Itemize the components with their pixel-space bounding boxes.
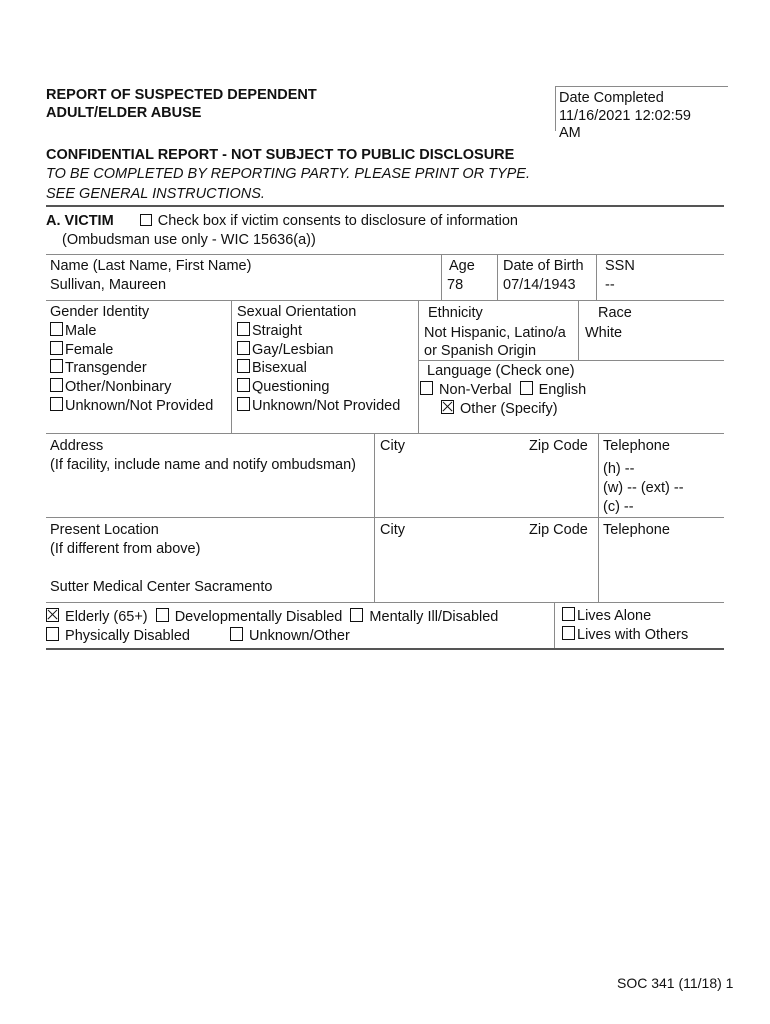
dob-label: Date of Birth bbox=[503, 258, 584, 274]
grid-line bbox=[46, 300, 724, 301]
language-nonverbal-checkbox[interactable] bbox=[420, 381, 433, 395]
gender-option-label: Male bbox=[65, 323, 97, 339]
category-row-1 bbox=[46, 608, 498, 625]
language-nonverbal-label: Non-Verbal bbox=[439, 382, 512, 398]
age-value[interactable]: 78 bbox=[447, 277, 464, 293]
age-label: Age bbox=[449, 258, 475, 274]
grid-line bbox=[46, 517, 724, 518]
unknown-checkbox[interactable] bbox=[230, 627, 243, 641]
gender-option-female[interactable] bbox=[50, 341, 113, 358]
section-bottom-border bbox=[46, 648, 724, 650]
checkbox-icon[interactable] bbox=[50, 341, 63, 355]
gender-option-label: Female bbox=[65, 342, 114, 358]
grid-line bbox=[554, 602, 555, 649]
form-title-line2: ADULT/ELDER ABUSE bbox=[46, 105, 202, 121]
category-row-2 bbox=[46, 627, 190, 644]
grid-line bbox=[231, 300, 232, 433]
gender-option-transgender[interactable] bbox=[50, 359, 147, 376]
present-location-value[interactable]: Sutter Medical Center Sacramento bbox=[50, 579, 273, 595]
lives-alone-label: Lives Alone bbox=[577, 608, 652, 624]
gender-option-label: Other/Nonbinary bbox=[65, 379, 172, 395]
gender-option-label: Unknown/Not Provided bbox=[65, 398, 214, 414]
consent-label: Check box if victim consents to disclosure of information bbox=[157, 213, 518, 229]
orientation-option-label: Gay/Lesbian bbox=[252, 342, 334, 358]
ssn-value[interactable]: -- bbox=[605, 277, 615, 293]
lives-alone-option bbox=[562, 607, 651, 624]
checkbox-icon[interactable] bbox=[237, 378, 250, 392]
orientation-label: Sexual Orientation bbox=[237, 304, 357, 320]
mental-label: Mentally Ill/Disabled bbox=[369, 609, 499, 625]
orientation-option-gay-lesbian[interactable] bbox=[237, 341, 333, 358]
language-other-checkbox[interactable] bbox=[441, 400, 454, 414]
race-label: Race bbox=[598, 305, 632, 321]
grid-line bbox=[578, 300, 579, 360]
address-zip-label: Zip Code bbox=[529, 438, 588, 454]
language-options bbox=[420, 381, 586, 398]
address-city-label: City bbox=[380, 438, 405, 454]
gender-label: Gender Identity bbox=[50, 304, 150, 320]
orientation-option-straight[interactable] bbox=[237, 322, 302, 339]
ethnicity-value-line1[interactable]: Not Hispanic, Latino/a bbox=[424, 325, 566, 341]
grid-line bbox=[418, 360, 724, 361]
mental-checkbox[interactable] bbox=[350, 608, 363, 622]
victim-heading bbox=[46, 213, 518, 229]
checkbox-icon[interactable] bbox=[50, 359, 63, 373]
language-other bbox=[441, 400, 558, 417]
instructions-line1: TO BE COMPLETED BY REPORTING PARTY. PLEASE PRINT OR TYPE. bbox=[46, 166, 531, 182]
physical-label: Physically Disabled bbox=[65, 628, 190, 644]
form-title bbox=[46, 86, 317, 122]
consent-checkbox[interactable] bbox=[140, 214, 152, 226]
date-completed-box bbox=[555, 86, 728, 141]
ssn-label: SSN bbox=[605, 258, 635, 274]
instructions-line2: SEE GENERAL INSTRUCTIONS. bbox=[46, 186, 265, 202]
confidential-notice: CONFIDENTIAL REPORT - NOT SUBJECT TO PUBLIC DISCLOSURE bbox=[46, 147, 515, 163]
orientation-option-label: Unknown/Not Provided bbox=[252, 398, 401, 414]
ethnicity-value-line2[interactable]: or Spanish Origin bbox=[424, 343, 537, 359]
present-telephone-label: Telephone bbox=[603, 522, 670, 538]
developmental-checkbox[interactable] bbox=[156, 608, 169, 622]
grid-line bbox=[596, 254, 597, 300]
lives-with-others-label: Lives with Others bbox=[577, 627, 689, 643]
grid-line bbox=[497, 254, 498, 300]
gender-option-other[interactable] bbox=[50, 378, 171, 395]
gender-option-unknown[interactable] bbox=[50, 397, 213, 414]
present-location-label: Present Location bbox=[50, 522, 159, 538]
consent-note: (Ombudsman use only - WIC 15636(a)) bbox=[62, 232, 316, 248]
section-divider bbox=[46, 205, 724, 207]
lives-alone-checkbox[interactable] bbox=[562, 607, 575, 621]
gender-option-male[interactable] bbox=[50, 322, 96, 339]
checkbox-icon[interactable] bbox=[237, 341, 250, 355]
language-other-label: Other (Specify) bbox=[460, 401, 558, 417]
address-note: (If facility, include name and notify ombudsman) bbox=[50, 457, 356, 473]
victim-section-label: A. VICTIM bbox=[46, 213, 114, 229]
checkbox-icon[interactable] bbox=[237, 359, 250, 373]
grid-line bbox=[418, 300, 419, 433]
checkbox-icon[interactable] bbox=[50, 397, 63, 411]
date-completed-label: Date Completed bbox=[559, 90, 664, 106]
name-label: Name (Last Name, First Name) bbox=[50, 258, 252, 274]
phone-home[interactable]: (h) -- bbox=[603, 461, 635, 477]
grid-line bbox=[598, 433, 599, 603]
language-english-label: English bbox=[538, 382, 587, 398]
orientation-option-label: Straight bbox=[252, 323, 302, 339]
ethnicity-label: Ethnicity bbox=[428, 305, 483, 321]
orientation-option-label: Bisexual bbox=[252, 360, 307, 376]
address-telephone-label: Telephone bbox=[603, 438, 670, 454]
phone-work[interactable]: (w) -- (ext) -- bbox=[603, 480, 684, 496]
language-label: Language (Check one) bbox=[427, 363, 575, 379]
form-id: SOC 341 (11/18) 1 bbox=[617, 975, 734, 991]
name-value[interactable]: Sullivan, Maureen bbox=[50, 277, 167, 293]
category-unknown bbox=[230, 627, 350, 644]
race-value[interactable]: White bbox=[585, 325, 623, 341]
orientation-option-questioning[interactable] bbox=[237, 378, 329, 395]
grid-line bbox=[441, 254, 442, 300]
orientation-option-label: Questioning bbox=[252, 379, 330, 395]
grid-line bbox=[46, 602, 724, 603]
lives-with-others-option bbox=[562, 626, 688, 643]
orientation-option-unknown[interactable] bbox=[237, 397, 400, 414]
address-label: Address bbox=[50, 438, 104, 454]
checkbox-icon[interactable] bbox=[237, 322, 250, 336]
checkbox-icon[interactable] bbox=[50, 378, 63, 392]
present-city-label: City bbox=[380, 522, 405, 538]
language-english-checkbox[interactable] bbox=[520, 381, 533, 395]
gender-option-label: Transgender bbox=[65, 360, 147, 376]
form-title-line1: REPORT OF SUSPECTED DEPENDENT bbox=[46, 87, 317, 103]
present-zip-label: Zip Code bbox=[529, 522, 588, 538]
elderly-checkbox[interactable] bbox=[46, 608, 59, 622]
present-location-note: (If different from above) bbox=[50, 541, 201, 557]
physical-checkbox[interactable] bbox=[46, 627, 59, 641]
grid-line bbox=[374, 433, 375, 603]
checkbox-icon[interactable] bbox=[50, 322, 63, 336]
dob-value[interactable]: 07/14/1943 bbox=[503, 277, 576, 293]
date-completed-overflow: AM bbox=[559, 125, 581, 141]
checkbox-icon[interactable] bbox=[237, 397, 250, 411]
phone-cell[interactable]: (c) -- bbox=[603, 499, 634, 515]
orientation-option-bisexual[interactable] bbox=[237, 359, 307, 376]
developmental-label: Developmentally Disabled bbox=[174, 609, 343, 625]
grid-line bbox=[46, 433, 724, 434]
date-completed-value[interactable]: 11/16/2021 12:02:59 bbox=[559, 108, 691, 124]
unknown-label: Unknown/Other bbox=[249, 628, 350, 644]
elderly-label: Elderly (65+) bbox=[65, 609, 148, 625]
grid-line bbox=[46, 254, 724, 255]
lives-with-others-checkbox[interactable] bbox=[562, 626, 575, 640]
